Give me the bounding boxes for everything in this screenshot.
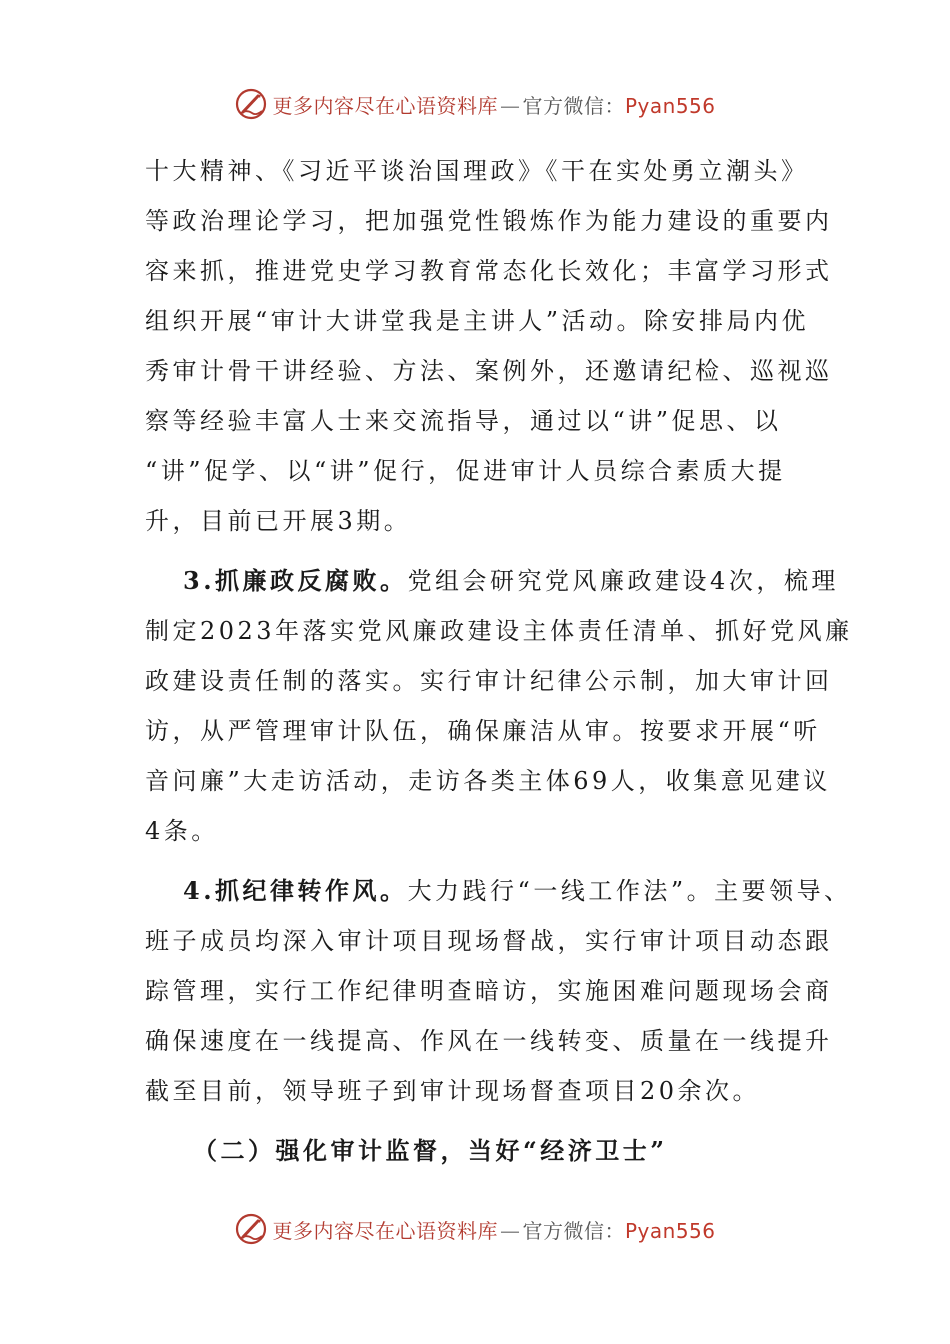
banner-wechat-id: Pyan556: [624, 93, 716, 118]
paragraph-study: [145, 146, 833, 546]
text-line: 秀审计骨干讲经验、方法、案例外，还邀请纪检、巡视巡: [145, 357, 833, 385]
banner-label: 官方微信：: [522, 93, 625, 118]
text-line: 察等经验丰富人士来交流指导，通过以“讲”促思、以: [145, 407, 782, 435]
banner-text: [272, 90, 715, 119]
pen-logo-icon: [234, 87, 268, 121]
text-line: 等政治理论学习，把加强党性锻炼作为能力建设的重要内: [145, 207, 833, 235]
text-line: 十大精神、《习近平谈治国理政》《干在实处勇立潮头》: [145, 157, 809, 185]
text-line: 容来抓，推进党史学习教育常态化长效化；丰富学习形式: [145, 257, 833, 285]
text-line: [145, 556, 839, 606]
banner-brand: 更多内容尽在心语资料库: [272, 93, 498, 118]
paragraph-lead: 4.抓纪律转作风。: [183, 876, 408, 905]
paragraph-lead: 3.抓廉政反腐败。: [183, 566, 408, 595]
banner-separator: —: [499, 1218, 521, 1243]
paragraph-text: 大力践行“一线工作法”。主要领导、: [407, 877, 852, 905]
paragraph-anticorruption: [145, 556, 853, 856]
banner-label: 官方微信：: [522, 1218, 625, 1243]
section-heading: （二）强化审计监督，当好“经济卫士”: [193, 1136, 668, 1165]
text-line: 踪管理，实行工作纪律明查暗访，实施困难问题现场会商: [145, 977, 833, 1005]
pen-logo-icon: [234, 1212, 268, 1246]
paragraph-discipline: [145, 866, 852, 1116]
banner-text: [272, 1215, 715, 1244]
text-line: 政建设责任制的落实。实行审计纪律公示制，加大审计回: [145, 667, 833, 695]
header-banner: [0, 84, 950, 124]
text-line: [145, 866, 852, 916]
banner-separator: —: [499, 93, 521, 118]
document-body: [145, 146, 853, 1176]
text-line: 升，目前已开展3期。: [145, 507, 412, 535]
text-line: 4条。: [145, 817, 219, 845]
text-line: 制定2023年落实党风廉政建设主体责任清单、抓好党风廉: [145, 617, 853, 645]
footer-banner: [0, 1209, 950, 1249]
text-line: 组织开展“审计大讲堂我是主讲人”活动。除安排局内优: [145, 307, 810, 335]
text-line: 确保速度在一线提高、作风在一线转变、质量在一线提升: [145, 1027, 833, 1055]
text-line: 访，从严管理审计队伍，确保廉洁从审。按要求开展“听: [145, 717, 821, 745]
text-line: “讲”促学、以“讲”促行，促进审计人员综合素质大提: [145, 457, 786, 485]
banner-wechat-id: Pyan556: [624, 1218, 716, 1243]
text-line: 音问廉”大走访活动，走访各类主体69人，收集意见建议: [145, 767, 831, 795]
banner-brand: 更多内容尽在心语资料库: [272, 1218, 498, 1243]
paragraph-text: 党组会研究党风廉政建设4次，梳理: [407, 567, 839, 595]
text-line: 班子成员均深入审计项目现场督战，实行审计项目动态跟: [145, 927, 833, 955]
text-line: 截至目前，领导班子到审计现场督查项目20余次。: [145, 1077, 761, 1105]
